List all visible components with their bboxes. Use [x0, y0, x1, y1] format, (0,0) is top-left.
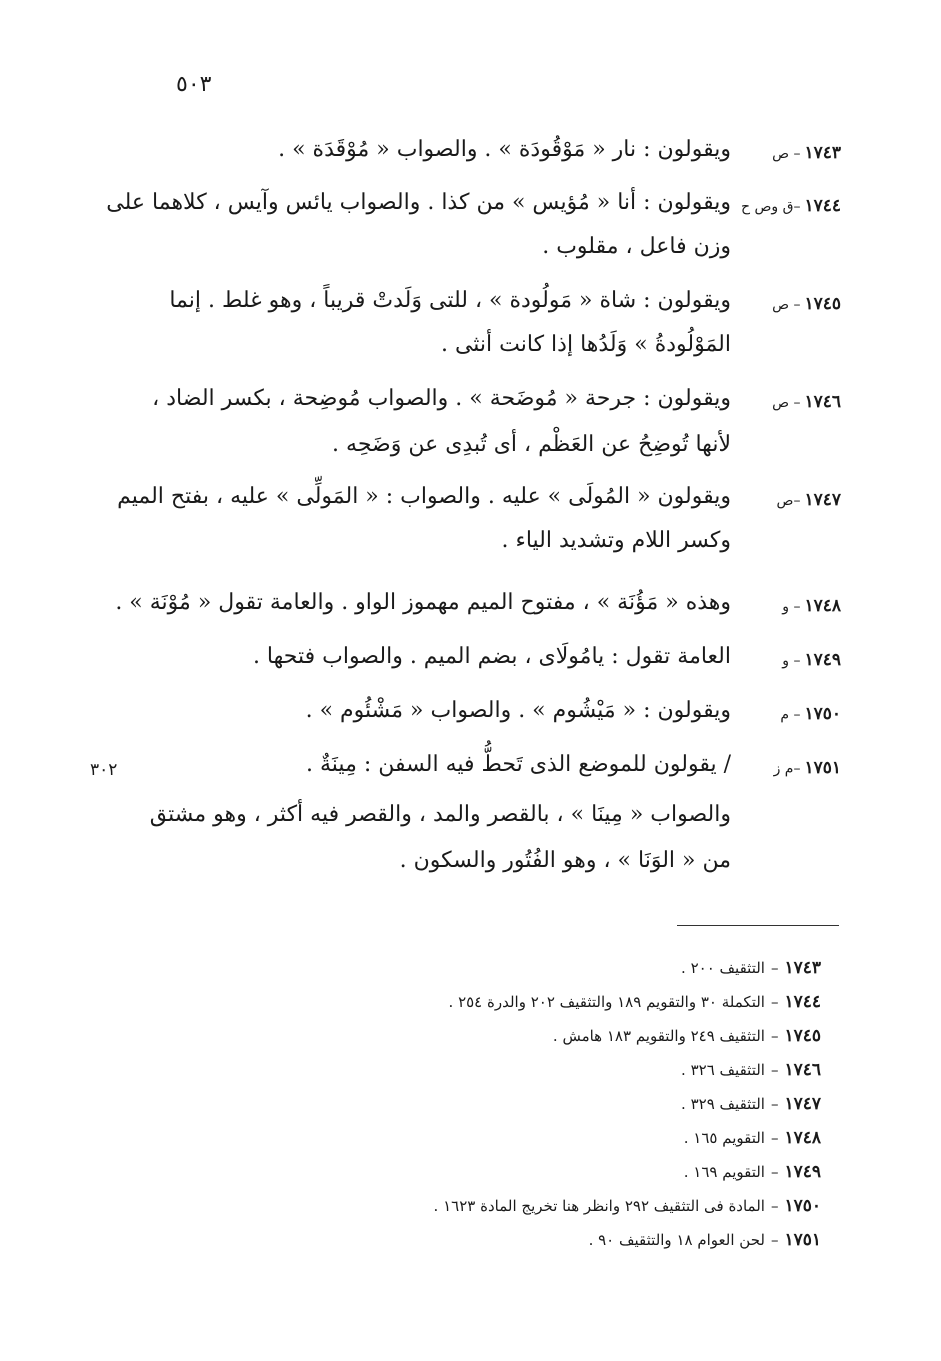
entry-source: – ص	[772, 146, 801, 162]
dash-icon: –	[770, 1061, 779, 1079]
footnote-text: التثقيف ٣٢٩ .	[681, 1095, 765, 1113]
footnote-1745	[553, 1026, 821, 1046]
page-number: ٥٠٣	[176, 72, 212, 97]
entry-line: وهذه « مَؤُنَة » ، مفتوح الميم مهموز الواو . والعامة تقول « مُوْنَة » .	[115, 590, 731, 615]
entry-1745	[141, 288, 841, 368]
footnote-divider	[677, 925, 839, 926]
entry-1749	[141, 644, 841, 684]
entry-source: – و	[782, 599, 801, 615]
footnote-number: ١٧٤٤	[784, 992, 821, 1012]
entry-line: لأنها تُوضِحُ عن العَظْم ، أى تُبدِى عن وَضَحِه .	[332, 432, 731, 457]
footnote-number: ١٧٤٣	[784, 958, 821, 978]
footnote-number: ١٧٤٩	[784, 1162, 821, 1182]
entry-1751	[141, 752, 841, 882]
entry-1746	[141, 386, 841, 466]
entry-line: ويقولون : أنا « مُؤيس » من كذا . والصواب يائس وآيس ، كلاهما على	[106, 190, 731, 215]
footnote-1743	[681, 958, 821, 978]
footnote-number: ١٧٤٦	[784, 1060, 821, 1080]
entry-number: ١٧٤٤	[804, 196, 841, 216]
footnote-1746	[681, 1060, 821, 1080]
footnote-text: لحن العوام ١٨ والتثقيف ٩٠ .	[588, 1231, 765, 1249]
entry-number: ١٧٤٧	[804, 490, 841, 510]
footnote-number: ١٧٤٧	[784, 1094, 821, 1114]
entry-number: ١٧٤٣	[804, 143, 841, 163]
footnote-1744	[449, 992, 821, 1012]
entry-line: / يقولون للموضع الذى تَحطُّ فيه السفن : مِينَةٌ .	[306, 752, 731, 777]
entry-source: – م	[780, 707, 801, 723]
dash-icon: –	[770, 1163, 779, 1181]
entry-1748	[115, 590, 841, 630]
footnote-number: ١٧٥١	[784, 1230, 821, 1250]
dash-icon: –	[770, 1231, 779, 1249]
entry-1744	[106, 190, 841, 270]
footnote-text: المادة فى التثقيف ٢٩٢ وانظر هنا تخريج المادة ١٦٢٣ .	[433, 1197, 765, 1215]
margin-page-reference: ٣٠٢	[90, 760, 118, 780]
entry-number: ١٧٥١	[804, 758, 841, 778]
entry-line: ويقولون : « مَيْشُوم » . والصواب « مَشْئُوم » .	[305, 698, 731, 723]
entry-number: ١٧٥٠	[804, 704, 841, 724]
footnote-text: التثقيف ٣٢٦ .	[681, 1061, 765, 1079]
entry-number: ١٧٤٦	[804, 392, 841, 412]
entry-1747	[117, 484, 841, 564]
footnote-text: التثقيف ٢٤٩ والتقويم ١٨٣ هامش .	[552, 1027, 765, 1045]
footnote-text: التقويم ١٦٥ .	[683, 1129, 765, 1147]
dash-icon: –	[770, 1095, 779, 1113]
dash-icon: –	[770, 959, 779, 977]
entry-1743	[141, 137, 841, 177]
entry-line: والصواب « مِينَا » ، بالقصر والمد ، والقصر فيه أكثر ، وهو مشتق	[149, 802, 731, 827]
entry-source: –م ز	[773, 761, 801, 777]
entry-number: ١٧٤٥	[804, 294, 841, 314]
entry-line: ويقولون : جرحة « مُوضَحة » . والصواب مُوضِحة ، بكسر الضاد ،	[152, 386, 731, 411]
entry-number: ١٧٤٨	[804, 596, 841, 616]
entry-source: – و	[782, 653, 801, 669]
entry-line: ويقولون : نار « مَوْقُودَة » . والصواب « مُوْقَدَة » .	[278, 137, 731, 162]
dash-icon: –	[770, 1129, 779, 1147]
footnote-1751	[589, 1230, 821, 1250]
entry-number: ١٧٤٩	[804, 650, 841, 670]
footnote-1749	[684, 1162, 821, 1182]
footnote-number: ١٧٤٨	[784, 1128, 821, 1148]
footnote-text: التكملة ٣٠ والتقويم ١٨٩ والتثقيف ٢٠٢ والدرة ٢٥٤ .	[448, 993, 765, 1011]
footnote-1748	[684, 1128, 821, 1148]
entry-line: ويقولون : شاة « مَولُودة » ، للتى وَلَدتْ قريباً ، وهو غلط . إنما	[169, 288, 731, 313]
dash-icon: –	[770, 993, 779, 1011]
dash-icon: –	[770, 1027, 779, 1045]
dash-icon: –	[770, 1197, 779, 1215]
footnote-1747	[681, 1094, 821, 1114]
entry-source: –ق وص ح	[740, 199, 801, 215]
entry-line: من « الوَنَا » ، وهو الفُتُور والسكون .	[399, 848, 731, 873]
entry-1750	[141, 698, 841, 738]
entry-source: – ص	[772, 297, 801, 313]
entry-source: – ص	[772, 395, 801, 411]
entry-line: وكسر اللام وتشديد الياء .	[501, 528, 731, 553]
entry-source: –ص	[776, 493, 801, 509]
footnote-number: ١٧٥٠	[784, 1196, 821, 1216]
footnote-1750	[434, 1196, 821, 1216]
entry-line: المَوْلُودةُ » وَلَدُها إذا كانت أنثى .	[440, 332, 731, 357]
entry-line: وزن فاعل ، مقلوب .	[542, 234, 731, 259]
footnote-text: التقويم ١٦٩ .	[683, 1163, 765, 1181]
footnote-number: ١٧٤٥	[784, 1026, 821, 1046]
entry-line: العامة تقول : يامُولَاى ، بضم الميم . والصواب فتحها .	[252, 644, 731, 669]
footnote-text: التثقيف ٢٠٠ .	[681, 959, 765, 977]
entry-line: ويقولون « المُولَى » عليه . والصواب : « المَولِّى » عليه ، بفتح الميم	[117, 484, 731, 509]
